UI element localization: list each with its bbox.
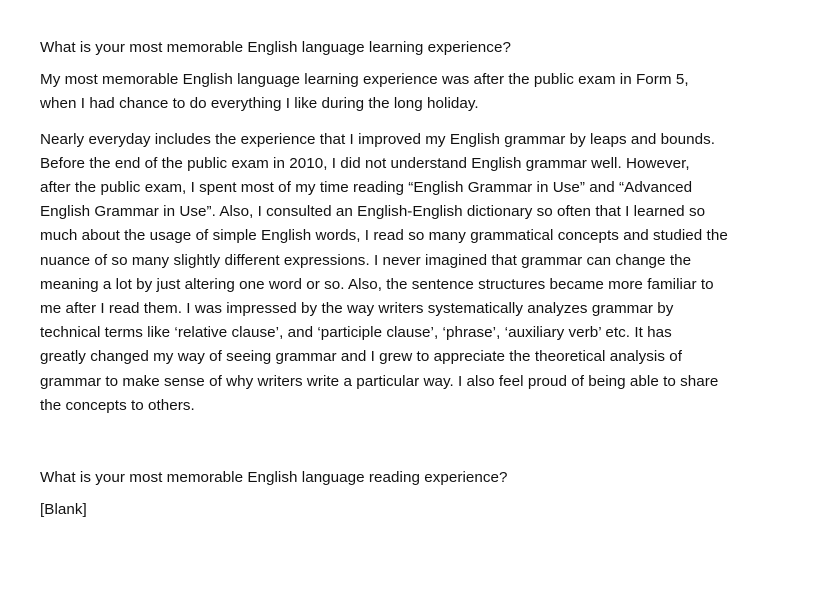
document-page xyxy=(40,36,800,522)
answer-2-line: grammar to make sense of why writers write a particular way. I also feel proud of being able to share xyxy=(40,372,719,390)
answer-3-blank: [Blank] xyxy=(40,501,87,519)
answer-1 xyxy=(40,68,800,116)
answer-2-line: greatly changed my way of seeing grammar and I grew to appreciate the theoretical analysis of xyxy=(40,348,683,366)
answer-2-line: technical terms like ‘relative clause’, and ‘participle clause’, ‘phrase’, ‘auxiliary verb’ etc. It has xyxy=(40,324,672,342)
question-1: What is your most memorable English language learning experience? xyxy=(40,39,511,56)
answer-2-line: nuance of so many slightly different expressions. I never imagined that grammar can change the xyxy=(40,251,692,269)
answer-1-line: My most memorable English language learning experience was after the public exam in Form 5, xyxy=(40,71,689,89)
answer-2-line: meaning a lot by just altering one word or so. Also, the sentence structures became more familiar to xyxy=(40,275,714,293)
answer-2-line: much about the usage of simple English words, I read so many grammatical concepts and studied the xyxy=(40,227,728,245)
question-2: What is your most memorable English language reading experience? xyxy=(40,469,508,487)
answer-2-line: the concepts to others. xyxy=(40,396,195,414)
answer-2-line: Nearly everyday includes the experience that I improved my English grammar by leaps and bounds. xyxy=(40,130,716,148)
answer-2-line: after the public exam, I spent most of my time reading “English Grammar in Use” and “Advanced xyxy=(40,179,693,197)
answer-2 xyxy=(40,128,800,418)
answer-2-line: English Grammar in Use”. Also, I consulted an English-English dictionary so often that I learned so xyxy=(40,203,706,221)
answer-2-line: me after I read them. I was impressed by the way writers systematically analyzes grammar by xyxy=(40,300,674,318)
answer-2-line: Before the end of the public exam in 2010, I did not understand English grammar well. However, xyxy=(40,154,690,172)
answer-1-line: when I had chance to do everything I like during the long holiday. xyxy=(40,95,479,113)
